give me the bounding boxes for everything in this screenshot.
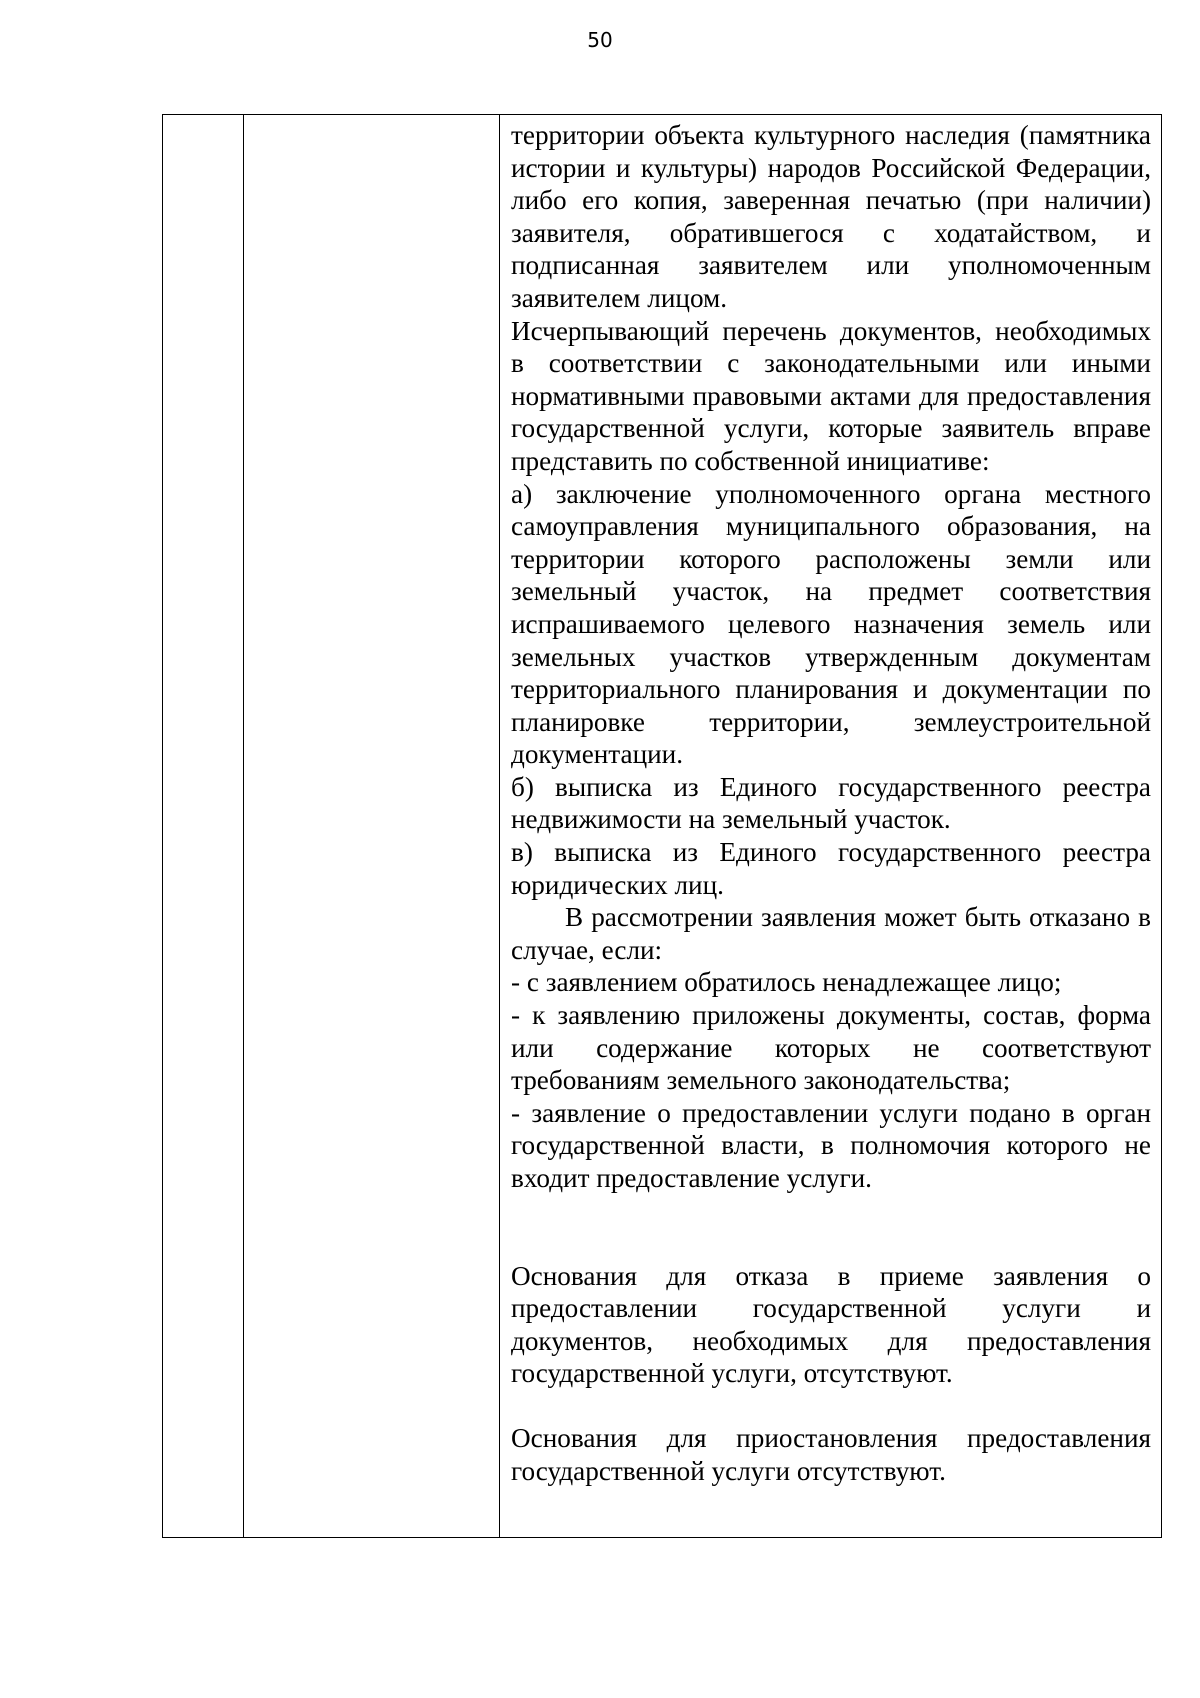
column-divider-1 [243, 115, 244, 1537]
document-table [162, 114, 1162, 1538]
paragraph-documents-list: Исчерпывающий перечень документов, необходимых в соответствии с законодательными или иными нормативными правовыми актами для предоставления государственной услуги, которые заявитель вправе представить по собственной инициативе: [511, 315, 1151, 476]
paragraph-item-c: в) выписка из Единого государственного реестра юридических лиц. [511, 837, 1151, 900]
paragraph-refusal-reason-3: - заявление о предоставлении услуги подано в орган государственной власти, в полномочия которого не входит предоставление услуги. [511, 1097, 1151, 1193]
paragraph-item-b: б) выписка из Единого государственного реестра недвижимости на земельный участок. [511, 771, 1151, 835]
column-divider-2 [499, 115, 500, 1537]
paragraph-refusal-reason-2: - к заявлению приложены документы, состав, форма или содержание которых не соответствуют требованиям земельного законодательства; [511, 1000, 1151, 1096]
spacer [511, 1195, 1151, 1260]
paragraph-refusal-reason-1: - с заявлением обратилось ненадлежащее лицо; [511, 967, 1062, 998]
paragraph-heritage-document: территории объекта культурного наследия (памятника истории и культуры) народов Российской Федерации, либо его копия, заверенная печатью (при наличии) заявителя, обратившегося с ходатайством, и подписанная заявителем или уполномоченным заявителем лицом. [511, 120, 1151, 313]
paragraph-refusal-intro: В рассмотрении заявления может быть отказано в случае, если: [511, 902, 1151, 965]
paragraph-item-a: а) заключение уполномоченного органа местного самоуправления муниципального образования, на территории которого расположены земли или земельный участок, на предмет соответствия испрашиваемого целевого назначения земель или земельных участков утвержденным документам территориального планирования и документации по планировке территории, землеустроительной документации. [511, 478, 1151, 770]
spacer [511, 1390, 1151, 1422]
paragraph-no-refusal-grounds: Основания для отказа в приеме заявления о предоставлении государственной услуги и документов, необходимых для предоставления государственной услуги, отсутствуют. [511, 1260, 1151, 1389]
paragraph-no-suspension-grounds: Основания для приостановления предоставления государственной услуги отсутствуют. [511, 1422, 1151, 1486]
page-number: 50 [587, 28, 613, 52]
table-cell-text [511, 119, 1151, 1487]
